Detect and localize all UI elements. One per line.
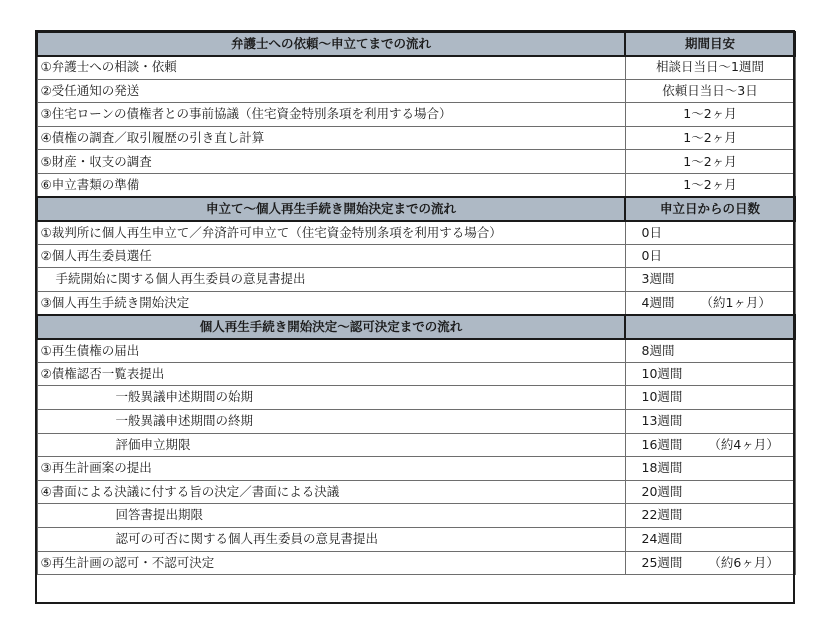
table-row xyxy=(37,103,795,127)
row-label: 回答書提出期限 xyxy=(37,504,625,528)
duration-approx: （約4ヶ月） xyxy=(708,436,779,452)
row-label: 一般異議申述期間の終期 xyxy=(37,410,625,434)
row-period: 依頼日当日～3日 xyxy=(625,79,795,103)
row-label: 一般異議申述期間の始期 xyxy=(37,386,625,410)
row-label: ③住宅ローンの債権者との事前協議（住宅資金特別条項を利用する場合） xyxy=(37,103,625,127)
table-row xyxy=(37,362,795,386)
table-row xyxy=(37,56,795,80)
duration-value: 10週間 xyxy=(641,365,683,381)
procedure-timeline-table xyxy=(36,31,796,575)
row-duration xyxy=(625,410,795,434)
duration-value: 20週間 xyxy=(641,483,683,499)
row-duration xyxy=(625,386,795,410)
row-duration xyxy=(625,292,795,316)
duration-value: 16週間 xyxy=(641,436,683,452)
section-header: 個人再生手続き開始決定～認可決定までの流れ xyxy=(37,315,625,339)
row-period: 1～2ヶ月 xyxy=(625,174,795,198)
duration-value: 24週間 xyxy=(641,531,683,547)
table-row xyxy=(37,457,795,481)
table-row xyxy=(37,504,795,528)
section-header: 申立て～個人再生手続き開始決定までの流れ xyxy=(37,197,625,221)
row-duration xyxy=(625,221,795,245)
duration-value: 4週間 xyxy=(641,294,675,310)
table-row xyxy=(37,410,795,434)
duration-value: 22週間 xyxy=(641,507,683,523)
table-row xyxy=(37,480,795,504)
row-period: 1～2ヶ月 xyxy=(625,103,795,127)
duration-value: 18週間 xyxy=(641,460,683,476)
duration-value: 3週間 xyxy=(641,271,675,287)
row-period: 相談日当日～1週間 xyxy=(625,56,795,80)
duration-value: 0日 xyxy=(641,224,662,240)
section-header-row xyxy=(37,197,795,221)
row-label: ④債権の調査／取引履歴の引き直し計算 xyxy=(37,126,625,150)
row-duration xyxy=(625,339,795,363)
row-duration xyxy=(625,457,795,481)
table-row xyxy=(37,386,795,410)
duration-value: 10週間 xyxy=(641,389,683,405)
row-label: ①裁判所に個人再生申立て／弁済許可申立て（住宅資金特別条項を利用する場合） xyxy=(37,221,625,245)
section-header-row xyxy=(37,315,795,339)
row-label: ⑤財産・収支の調査 xyxy=(37,150,625,174)
row-period: 1～2ヶ月 xyxy=(625,150,795,174)
duration-value: 13週間 xyxy=(641,413,683,429)
row-label: 認可の可否に関する個人再生委員の意見書提出 xyxy=(37,527,625,551)
row-label: ⑥申立書類の準備 xyxy=(37,174,625,198)
table-row xyxy=(37,221,795,245)
row-label: ④書面による決議に付する旨の決定／書面による決議 xyxy=(37,480,625,504)
duration-approx: （約6ヶ月） xyxy=(708,554,779,570)
table-row xyxy=(37,174,795,198)
duration-value: 0日 xyxy=(641,247,662,263)
row-duration xyxy=(625,433,795,457)
row-label: ②個人再生委員選任 xyxy=(37,244,625,268)
row-duration xyxy=(625,504,795,528)
section-header: 弁護士への依頼～申立てまでの流れ xyxy=(37,32,625,56)
table-row xyxy=(37,150,795,174)
row-label: ③個人再生手続き開始決定 xyxy=(37,292,625,316)
section-header-row xyxy=(37,32,795,56)
row-label: ①再生債権の届出 xyxy=(37,339,625,363)
table-row xyxy=(37,527,795,551)
row-label: 評価申立期限 xyxy=(37,433,625,457)
duration-value: 8週間 xyxy=(641,342,675,358)
row-duration xyxy=(625,362,795,386)
duration-approx: （約1ヶ月） xyxy=(700,294,771,310)
row-duration xyxy=(625,268,795,292)
section-header-period xyxy=(625,315,795,339)
table-row xyxy=(37,244,795,268)
row-duration xyxy=(625,527,795,551)
section-header-period: 期間目安 xyxy=(625,32,795,56)
row-label: 手続開始に関する個人再生委員の意見書提出 xyxy=(37,268,625,292)
row-duration xyxy=(625,480,795,504)
table-row xyxy=(37,268,795,292)
row-label: ②受任通知の発送 xyxy=(37,79,625,103)
row-label: ①弁護士への相談・依頼 xyxy=(37,56,625,80)
table-row xyxy=(37,551,795,575)
table-row xyxy=(37,433,795,457)
table-row xyxy=(37,292,795,316)
row-duration xyxy=(625,551,795,575)
section-header-period: 申立日からの日数 xyxy=(625,197,795,221)
row-label: ②債権認否一覧表提出 xyxy=(37,362,625,386)
row-label: ⑤再生計画の認可・不認可決定 xyxy=(37,551,625,575)
table-row xyxy=(37,339,795,363)
table-row xyxy=(37,79,795,103)
row-duration xyxy=(625,244,795,268)
row-label: ③再生計画案の提出 xyxy=(37,457,625,481)
duration-value: 25週間 xyxy=(641,554,683,570)
table-row xyxy=(37,126,795,150)
row-period: 1～2ヶ月 xyxy=(625,126,795,150)
